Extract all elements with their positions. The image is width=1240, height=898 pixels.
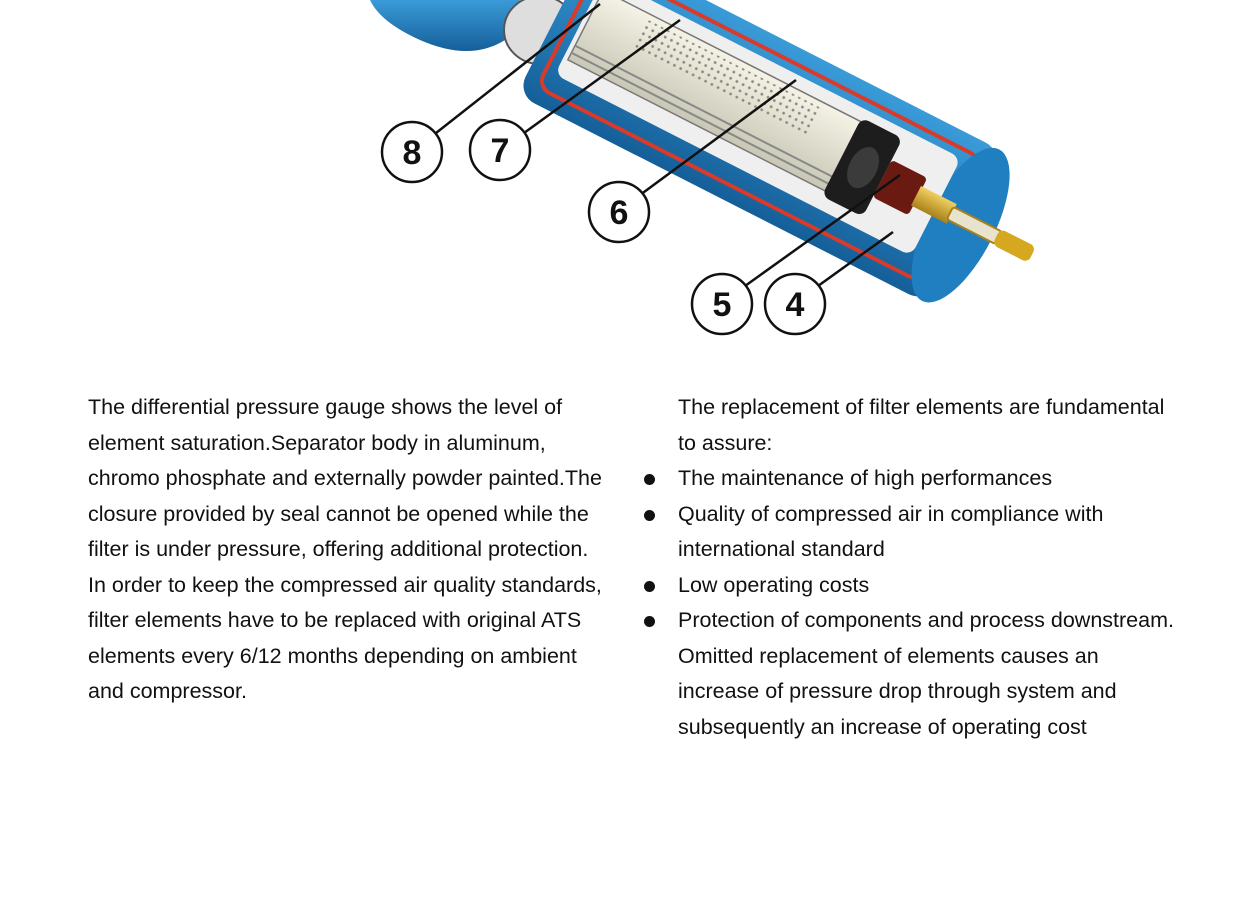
replacement-paragraph: In order to keep the compressed air quality standards, filter elements have to be replaced with original ATS elements every 6/12 months depending on ambient and compressor. [88, 572, 602, 703]
callout-5 [692, 274, 752, 334]
benefits-list [640, 461, 1180, 745]
list-item [640, 497, 1180, 568]
callout-6 [589, 182, 649, 242]
bullet-icon [644, 510, 655, 521]
callout-4 [765, 274, 825, 334]
list-item [640, 568, 1180, 604]
callout-6-label: 6 [609, 194, 629, 232]
list-item-text: Quality of compressed air in compliance with international standard [678, 501, 1104, 561]
filter-cutaway-illustration [0, 0, 1240, 360]
bullet-icon [644, 474, 655, 485]
callout-7 [470, 120, 530, 180]
list-item-text: The maintenance of high performances [678, 466, 1053, 490]
description-paragraph: The differential pressure gauge shows the level of element saturation.Separator body in aluminum, chromo phosphate and externally powder painted.The closure provided by seal cannot be opened while the filter is under pressure, offering additional protection. [88, 395, 602, 561]
list-item [640, 461, 1180, 497]
bullet-icon [644, 581, 655, 592]
list-item-text: Low operating costs [678, 572, 870, 597]
left-column [88, 390, 608, 710]
right-column [640, 390, 1180, 745]
replacement-intro: The replacement of filter elements are fundamental to assure: [678, 395, 1165, 455]
filter-cutaway-svg [0, 0, 1240, 360]
callout-7-label: 7 [490, 132, 510, 170]
callout-8-label: 8 [402, 134, 422, 172]
drain-nozzle [992, 229, 1036, 263]
callout-8 [382, 122, 442, 182]
list-item-text: Protection of components and process downstream. Omitted replacement of elements causes an increase of pressure drop through system and subsequently an increase of operating cost [678, 608, 1174, 739]
list-item [640, 603, 1180, 745]
callout-4-label: 4 [785, 286, 805, 324]
bullet-icon [644, 616, 655, 627]
housing-head [370, 0, 520, 51]
callout-5-label: 5 [712, 286, 732, 324]
